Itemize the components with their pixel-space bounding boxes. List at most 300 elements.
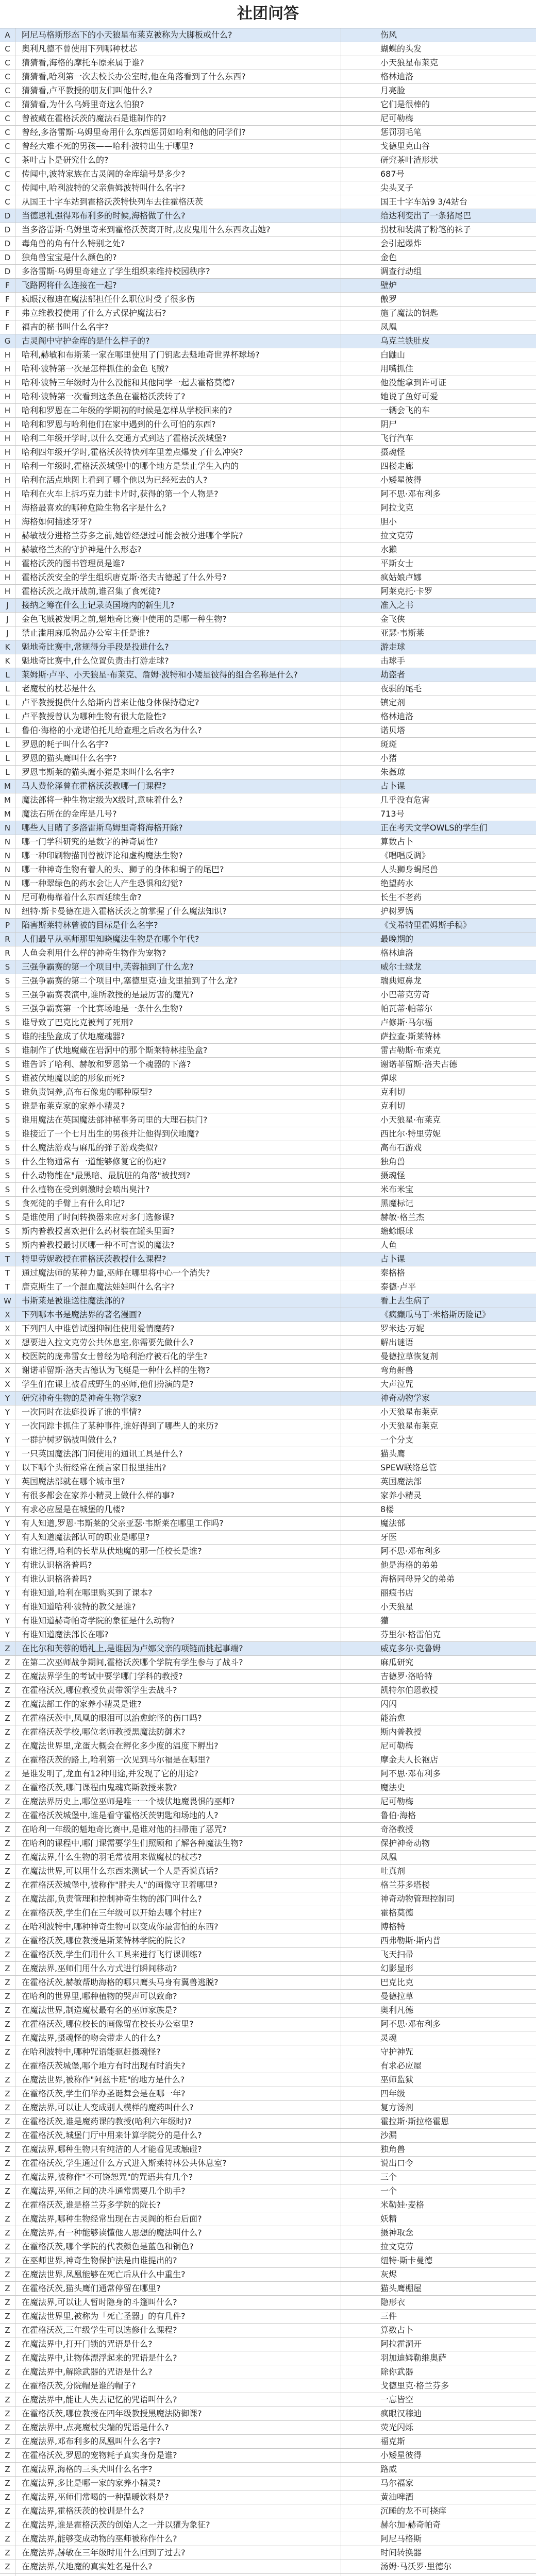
answer-cell: 帕瓦蒂·帕蒂尔 bbox=[380, 1004, 433, 1013]
question-cell: 魔法部将一种生物定级为X级时,意味着什么? bbox=[15, 793, 341, 807]
row-letter: X bbox=[0, 1350, 15, 1363]
row-letter: C bbox=[0, 126, 15, 139]
answer-cell: 摩金夫人长袍店 bbox=[380, 1755, 439, 1765]
question-cell: 在霍格沃茨,罗恩的宠物耗子真实身份是谁? bbox=[15, 2449, 341, 2462]
row-letter: Z bbox=[0, 1948, 15, 1961]
row-letter: R bbox=[0, 946, 15, 960]
question-cell: 阿尼马格斯形态下的小天狼星布莱克被称为大脚板或什么? bbox=[15, 28, 341, 42]
row-letter: H bbox=[0, 446, 15, 459]
row-letter: H bbox=[0, 376, 15, 389]
table-row bbox=[0, 613, 536, 626]
answer-cell: 施了魔法的钥匙 bbox=[380, 308, 439, 318]
table-row bbox=[0, 1433, 536, 1447]
answer-cell: 小天狼星·布莱克 bbox=[380, 1115, 441, 1125]
question-cell: 特里劳妮教授在霍格沃茨教授什么课程? bbox=[15, 1252, 341, 1266]
answer-cell: 沉睡的龙不可挠痒 bbox=[380, 2506, 447, 2516]
question-cell: 在哈利波特中,哪种神奇生物可以变成你最害怕的东西? bbox=[15, 1920, 341, 1934]
row-letter: H bbox=[0, 432, 15, 445]
question-cell: 赫敏格兰杰的守护神是什么形态? bbox=[15, 543, 341, 556]
question-cell: 英国魔法部就在哪个城市里? bbox=[15, 1475, 341, 1488]
answer-cell: 獾 bbox=[380, 1616, 389, 1625]
row-letter: S bbox=[0, 1016, 15, 1029]
question-cell: 在魔法界,谁是霍格沃茨的创始人之一并以獾为象征? bbox=[15, 2518, 341, 2532]
answer-cell: 看上去生病了 bbox=[380, 1296, 430, 1306]
table-row bbox=[0, 362, 536, 376]
question-cell: 韦斯莱是被谁送往魔法部的? bbox=[15, 1294, 341, 1308]
row-letter: H bbox=[0, 473, 15, 487]
row-letter: Z bbox=[0, 1920, 15, 1934]
answer-cell: 阿拉戈克 bbox=[380, 503, 414, 513]
question-cell: 人鱼会利用什么样的神奇生物作为宠物? bbox=[15, 946, 341, 960]
answer-cell: 罗米达·万妮 bbox=[380, 1324, 425, 1333]
row-letter: F bbox=[0, 307, 15, 320]
table-row bbox=[0, 1906, 536, 1920]
question-cell: 霍格沃茨之战开战前,谁召集了食死徒? bbox=[15, 585, 341, 598]
answer-cell: 西弗勒斯·斯内普 bbox=[380, 1936, 441, 1945]
row-letter: Z bbox=[0, 2393, 15, 2406]
row-letter: L bbox=[0, 766, 15, 779]
row-letter: N bbox=[0, 821, 15, 835]
table-row bbox=[0, 2449, 536, 2463]
question-cell: 猜猜看,哈利第一次去校长办公室时,他在角落看到了什么东西? bbox=[15, 70, 341, 83]
row-letter: Z bbox=[0, 2310, 15, 2323]
row-letter: T bbox=[0, 1280, 15, 1294]
row-letter: Z bbox=[0, 2073, 15, 2087]
table-row bbox=[0, 1266, 536, 1280]
table-row bbox=[0, 1308, 536, 1322]
row-letter: Z bbox=[0, 2059, 15, 2073]
question-cell: 有谁认识格洛普吗? bbox=[15, 1558, 341, 1572]
answer-cell: 牙医 bbox=[380, 1532, 397, 1542]
row-letter: S bbox=[0, 1239, 15, 1252]
question-cell: 弗立维教授使用了什么方式保护魔法石? bbox=[15, 307, 341, 320]
table-row bbox=[0, 126, 536, 140]
row-letter: Z bbox=[0, 1725, 15, 1739]
table-row bbox=[0, 293, 536, 307]
row-letter: N bbox=[0, 891, 15, 904]
row-letter: H bbox=[0, 557, 15, 570]
question-cell: 在魔法界,可以让人变成别人模样的魔药叫什么? bbox=[15, 2101, 341, 2114]
row-letter: Y bbox=[0, 1614, 15, 1628]
answer-cell: 蝴蝶的头发 bbox=[380, 44, 422, 54]
answer-cell: 灰烬 bbox=[380, 2269, 397, 2279]
question-cell: 在魔法界,摄魂怪的吻会带走人的什么? bbox=[15, 2031, 341, 2045]
table-row bbox=[0, 56, 536, 70]
question-cell: 在魔法界历史上,哪位巫师是唯一一个被伏地魔畏惧的巫师? bbox=[15, 1795, 341, 1808]
answer-cell: 最晚期的 bbox=[380, 934, 414, 944]
answer-cell: 三个 bbox=[380, 2172, 397, 2182]
question-cell: 在霍格沃茨城堡中,谁是看守霍格沃茨钥匙和场地的人? bbox=[15, 1809, 341, 1822]
answer-cell: 神奇动物学家 bbox=[380, 1393, 430, 1403]
row-letter: C bbox=[0, 167, 15, 181]
row-letter: F bbox=[0, 279, 15, 292]
table-row bbox=[0, 1614, 536, 1628]
question-cell: 谁负责饲养,高布石像鬼的哪种原型? bbox=[15, 1086, 341, 1099]
answer-cell: 一个 bbox=[380, 2186, 397, 2196]
question-cell: 在霍格沃茨学校,哪位老师教授黑魔法防御术? bbox=[15, 1725, 341, 1739]
question-cell: 在霍格沃茨城堡,哪个地方有时出现有时消失? bbox=[15, 2059, 341, 2073]
answer-cell: 魔法史 bbox=[380, 1783, 406, 1792]
table-row bbox=[0, 2379, 536, 2393]
table-row bbox=[0, 1239, 536, 1252]
row-letter: Y bbox=[0, 1419, 15, 1433]
answer-cell: 摄神取念 bbox=[380, 2228, 414, 2238]
row-letter: H bbox=[0, 362, 15, 376]
row-letter: C bbox=[0, 42, 15, 56]
question-cell: 以下哪个头衔经常在预言家日报里挂出? bbox=[15, 1461, 341, 1475]
table-row bbox=[0, 404, 536, 418]
answer-cell: 疯姑娘卢娜 bbox=[380, 572, 422, 582]
row-letter: X bbox=[0, 1322, 15, 1335]
table-row bbox=[0, 473, 536, 487]
row-letter: C bbox=[0, 195, 15, 209]
answer-cell: 瑞典短鼻龙 bbox=[380, 976, 422, 986]
table-row bbox=[0, 654, 536, 668]
row-letter: D bbox=[0, 237, 15, 250]
answer-cell: 英国魔法部 bbox=[380, 1477, 422, 1486]
table-row bbox=[0, 223, 536, 237]
answer-cell: 马尔福家 bbox=[380, 2478, 414, 2488]
question-cell: 有谁知道哈利·波特的教父是谁? bbox=[15, 1600, 341, 1614]
table-row bbox=[0, 585, 536, 599]
answer-cell: 白鼬山 bbox=[380, 350, 406, 360]
question-cell: 在魔法界,什么生物的羽毛常被用来做魔杖的杖芯? bbox=[15, 1851, 341, 1864]
row-letter: L bbox=[0, 710, 15, 723]
row-letter: Y bbox=[0, 1628, 15, 1641]
row-letter: Z bbox=[0, 2282, 15, 2295]
answer-cell: 一忘皆空 bbox=[380, 2395, 414, 2404]
table-row bbox=[0, 2171, 536, 2184]
question-cell: 福吉的秘书叫什么名字? bbox=[15, 320, 341, 334]
row-letter: Z bbox=[0, 1684, 15, 1697]
question-cell: 在霍格沃茨,学生们用什么工具来进行飞行课训练? bbox=[15, 1948, 341, 1961]
table-row bbox=[0, 1364, 536, 1378]
answer-cell: 平斯女士 bbox=[380, 558, 414, 568]
question-cell: 在霍格沃茨,赫敏帮助海格的哪只鹰头马身有翼兽逃脱? bbox=[15, 1976, 341, 1989]
answer-cell: 绝望药水 bbox=[380, 878, 414, 888]
table-row bbox=[0, 2282, 536, 2296]
answer-cell: 家养小精灵 bbox=[380, 1490, 422, 1500]
question-cell: 在魔法界,多比是哪一家的家养小精灵? bbox=[15, 2477, 341, 2490]
table-row bbox=[0, 2087, 536, 2101]
row-letter: D bbox=[0, 223, 15, 236]
answer-cell: 傲罗 bbox=[380, 294, 397, 304]
table-row bbox=[0, 1350, 536, 1364]
table-row bbox=[0, 2337, 536, 2351]
answer-cell: 复方汤剂 bbox=[380, 2103, 414, 2112]
answer-cell: 调查行动组 bbox=[380, 266, 422, 276]
row-letter: F bbox=[0, 293, 15, 306]
row-letter: Y bbox=[0, 1572, 15, 1586]
row-letter: S bbox=[0, 988, 15, 1002]
table-row bbox=[0, 376, 536, 390]
answer-cell: 西比尔·特里劳妮 bbox=[380, 1129, 441, 1139]
answer-cell: 小猪 bbox=[380, 753, 397, 763]
table-row bbox=[0, 2198, 536, 2212]
table-row bbox=[0, 1586, 536, 1600]
table-row bbox=[0, 766, 536, 779]
answer-cell: 卢修斯·马尔福 bbox=[380, 1018, 433, 1027]
answer-cell: 准入之书 bbox=[380, 600, 414, 610]
table-row bbox=[0, 1823, 536, 1837]
table-row bbox=[0, 696, 536, 710]
answer-cell: 尼可勒梅 bbox=[380, 113, 414, 123]
table-row bbox=[0, 543, 536, 557]
table-row bbox=[0, 1058, 536, 1072]
answer-cell: 游走球 bbox=[380, 642, 406, 652]
row-letter: C bbox=[0, 181, 15, 195]
question-cell: 罗恩的猫头鹰叫什么名字? bbox=[15, 752, 341, 765]
answer-cell: 独角兽 bbox=[380, 2144, 406, 2154]
question-cell: 接纳之筹在什么上记录英国境内的新生儿? bbox=[15, 599, 341, 612]
row-letter: S bbox=[0, 1169, 15, 1182]
table-row bbox=[0, 418, 536, 432]
table-row bbox=[0, 348, 536, 362]
row-letter: Z bbox=[0, 1962, 15, 1975]
question-cell: 在魔法界学生的考试中要学哪门学科的教授? bbox=[15, 1670, 341, 1683]
answer-cell: 解出谜语 bbox=[380, 1337, 414, 1347]
answer-cell: 戈德里克·格兰芬多 bbox=[380, 2381, 449, 2391]
row-letter: H bbox=[0, 348, 15, 362]
answer-cell: 时间转换器 bbox=[380, 2548, 422, 2557]
row-letter: J bbox=[0, 626, 15, 640]
row-letter: Z bbox=[0, 2532, 15, 2546]
question-cell: 哪一种神奇生物有着人的头、狮子的身体和蝎子的尾巴? bbox=[15, 863, 341, 876]
row-letter: X bbox=[0, 1308, 15, 1321]
row-letter: Z bbox=[0, 2240, 15, 2253]
table-row bbox=[0, 2560, 536, 2574]
row-letter: Z bbox=[0, 1698, 15, 1711]
table-row bbox=[0, 1670, 536, 1684]
answer-cell: 格林迪洛 bbox=[380, 948, 414, 958]
row-letter: Z bbox=[0, 2449, 15, 2462]
answer-cell: 博格特 bbox=[380, 1922, 406, 1931]
question-cell: 谁被伏地魔以蛇的形象而死? bbox=[15, 1072, 341, 1085]
table-row bbox=[0, 2101, 536, 2115]
row-letter: L bbox=[0, 724, 15, 737]
table-row bbox=[0, 891, 536, 905]
table-row bbox=[0, 1781, 536, 1795]
answer-cell: 说出口令 bbox=[380, 2158, 414, 2168]
question-cell: 从国王十字车站到霍格沃茨特快列车去往霍格沃茨 bbox=[15, 195, 341, 209]
question-cell: 曾经,多洛雷斯·乌姆里奇用什么东西惩罚如哈利和他的同学们? bbox=[15, 126, 341, 139]
question-cell: 在霍格沃茨,城堡门厅中用来计算学院分的是什么? bbox=[15, 2129, 341, 2142]
row-letter: S bbox=[0, 1197, 15, 1210]
table-row bbox=[0, 1656, 536, 1670]
question-cell: 三强争霸赛第一个比赛场地是一条什么生物? bbox=[15, 1002, 341, 1015]
answer-cell: 幻影显形 bbox=[380, 1963, 414, 1973]
table-row bbox=[0, 2143, 536, 2157]
question-cell: 海格如何描述牙牙? bbox=[15, 515, 341, 529]
answer-cell: 占卜课 bbox=[380, 1254, 406, 1264]
question-cell: 在哈利波特中,哪种咒语能驱赶摄魂怪? bbox=[15, 2045, 341, 2059]
table-row bbox=[0, 1892, 536, 1906]
answer-cell: 摄魂怪 bbox=[380, 1171, 406, 1180]
answer-cell: 正在考天文学OWLS的学生们 bbox=[380, 823, 488, 833]
question-cell: 在霍格沃茨,谁是格兰芬多学院的院长? bbox=[15, 2198, 341, 2212]
table-row bbox=[0, 1378, 536, 1392]
question-cell: 传闻中,哈利波特的父亲詹姆波特叫什么名字? bbox=[15, 181, 341, 195]
table-row bbox=[0, 1447, 536, 1461]
answer-cell: 研究茶叶渣形状 bbox=[380, 155, 439, 165]
table-row bbox=[0, 905, 536, 919]
row-letter: S bbox=[0, 1086, 15, 1099]
row-letter: Y bbox=[0, 1531, 15, 1544]
row-letter: S bbox=[0, 1183, 15, 1196]
question-cell: 什么植物在受到刺激时会喷出臭汁? bbox=[15, 1183, 341, 1196]
table-row bbox=[0, 1878, 536, 1892]
row-letter: X bbox=[0, 1336, 15, 1349]
question-cell: 魁地奇比赛中,什么位置负责击打游走球? bbox=[15, 654, 341, 668]
table-row bbox=[0, 1072, 536, 1086]
row-letter: Z bbox=[0, 2490, 15, 2504]
table-row bbox=[0, 2157, 536, 2171]
table-row bbox=[0, 2518, 536, 2532]
answer-cell: 摄魂怪 bbox=[380, 447, 406, 457]
row-letter: S bbox=[0, 960, 15, 974]
table-row bbox=[0, 1600, 536, 1614]
question-cell: 哪些人目睹了多洛雷斯乌姆里奇将海格开除? bbox=[15, 821, 341, 835]
question-cell: 哈利·波特第一次看到这条鱼在霍格沃茨转了? bbox=[15, 390, 341, 403]
row-letter: S bbox=[0, 1225, 15, 1238]
row-letter: H bbox=[0, 543, 15, 556]
answer-cell: 疯眼汉穆迪 bbox=[380, 2409, 422, 2418]
question-cell: 在魔法世界,被称作"阿兹卡班"的地方是什么? bbox=[15, 2073, 341, 2087]
row-letter: C bbox=[0, 84, 15, 97]
question-cell: 在霍格沃茨,谁是魔药课的教授(哈利六年级时)? bbox=[15, 2115, 341, 2128]
question-cell: 有谁知道赫奇帕奇学院的象征是什么动物? bbox=[15, 1614, 341, 1628]
question-cell: 在霍格沃茨,猫头鹰们通常停留在哪里? bbox=[15, 2282, 341, 2295]
table-row bbox=[0, 1002, 536, 1016]
answer-cell: 尼可勒梅 bbox=[380, 1797, 414, 1806]
answer-cell: 《唱唱反调》 bbox=[380, 851, 430, 860]
question-cell: 斯内普教授最讨厌哪一种不可言说的魔法? bbox=[15, 1239, 341, 1252]
row-letter: D bbox=[0, 265, 15, 278]
row-letter: Z bbox=[0, 2351, 15, 2365]
row-letter: Z bbox=[0, 2045, 15, 2059]
answer-cell: 米勒娃·麦格 bbox=[380, 2200, 425, 2210]
table-row bbox=[0, 1336, 536, 1350]
table-row bbox=[0, 2435, 536, 2449]
table-row bbox=[0, 2240, 536, 2254]
row-letter: Z bbox=[0, 2087, 15, 2100]
answer-cell: 人鱼 bbox=[380, 1240, 397, 1250]
answer-cell: 小天狼星 bbox=[380, 1602, 414, 1612]
table-row bbox=[0, 432, 536, 446]
table-row bbox=[0, 2490, 536, 2504]
row-letter: S bbox=[0, 1141, 15, 1155]
answer-cell: 飞天扫帚 bbox=[380, 1950, 414, 1959]
table-row bbox=[0, 2212, 536, 2226]
row-letter: Y bbox=[0, 1392, 15, 1405]
row-letter: H bbox=[0, 501, 15, 515]
row-letter: Z bbox=[0, 2129, 15, 2142]
question-cell: 哈利·波特三年级时为什么没能和其他同学一起去霍格莫德? bbox=[15, 376, 341, 389]
answer-cell: 妖精 bbox=[380, 2214, 397, 2224]
row-letter: Z bbox=[0, 2018, 15, 2031]
row-letter: Y bbox=[0, 1489, 15, 1502]
answer-cell: 乌克兰铁肚皮 bbox=[380, 336, 430, 346]
answer-cell: 护树罗锅 bbox=[380, 906, 414, 916]
row-letter: Y bbox=[0, 1461, 15, 1475]
table-row bbox=[0, 724, 536, 738]
question-cell: 在魔法界中,解除武器的咒语是什么? bbox=[15, 2365, 341, 2379]
table-row bbox=[0, 2546, 536, 2560]
answer-cell: 占卜课 bbox=[380, 781, 406, 791]
answer-cell: 8楼 bbox=[380, 1504, 394, 1514]
question-cell: 哈利和罗恩在二年级的学期初的时候是怎样从学校回来的? bbox=[15, 404, 341, 417]
question-cell: 茶叶占卜是研究什么的? bbox=[15, 154, 341, 167]
table-row bbox=[0, 1183, 536, 1197]
question-cell: 在魔法部工作的家养小精灵是谁? bbox=[15, 1698, 341, 1711]
table-row bbox=[0, 1711, 536, 1725]
question-cell: 在霍格沃茨的路上,哈利第一次见到马尔福是在哪里? bbox=[15, 1753, 341, 1767]
answer-cell: 它们是很棒的 bbox=[380, 99, 430, 109]
row-letter: Y bbox=[0, 1558, 15, 1572]
table-row bbox=[0, 1016, 536, 1030]
table-row bbox=[0, 1684, 536, 1698]
table-row bbox=[0, 251, 536, 265]
answer-cell: 秦格格 bbox=[380, 1268, 406, 1278]
row-letter: Z bbox=[0, 1851, 15, 1864]
row-letter: S bbox=[0, 1211, 15, 1224]
row-letter: N bbox=[0, 877, 15, 890]
row-letter: Y bbox=[0, 1600, 15, 1614]
question-cell: 在霍格沃茨,三年级学生可以选修什么课程? bbox=[15, 2324, 341, 2337]
row-letter: S bbox=[0, 1044, 15, 1057]
table-row bbox=[0, 1225, 536, 1239]
table-row bbox=[0, 1865, 536, 1878]
table-row bbox=[0, 877, 536, 891]
question-cell: 在霍格沃茨,分院帽是谁的帽子? bbox=[15, 2379, 341, 2393]
table-row bbox=[0, 515, 536, 529]
question-cell: 哈利一年级时,霍格沃茨城堡中的哪个地方是禁止学生入内的 bbox=[15, 460, 341, 473]
question-cell: 在霍格沃茨,学生们在三年级可以开始去哪个村庄? bbox=[15, 1906, 341, 1920]
row-letter: S bbox=[0, 1058, 15, 1071]
answer-cell: 吉德罗·洛哈特 bbox=[380, 1671, 433, 1681]
question-cell: 哪一种印刷物描刊曾被评论和虚构魔法生物? bbox=[15, 849, 341, 862]
question-cell: 谁的挂坠盒成了伏地魔魂器? bbox=[15, 1030, 341, 1043]
question-cell: 在霍格沃茨,哪位校长的画像留在校长办公室里? bbox=[15, 2018, 341, 2031]
question-cell: 有人知道魔法部认可的职业是哪里? bbox=[15, 1531, 341, 1544]
question-cell: 在魔法世界里,被称为「死亡圣器」的有几件? bbox=[15, 2310, 341, 2323]
answer-cell: 高布石游戏 bbox=[380, 1143, 422, 1153]
row-letter: S bbox=[0, 1030, 15, 1043]
question-cell: 哪一门学科研究的是数字的神奇属性? bbox=[15, 835, 341, 849]
answer-cell: 击球手 bbox=[380, 656, 406, 666]
question-cell: 疯眼汉穆迪在魔法部担任什么职位时受了很多伤 bbox=[15, 293, 341, 306]
question-cell: 在魔法界,能够变成动物的巫师被称作什么? bbox=[15, 2532, 341, 2546]
question-cell: 是谁发明了,龙血有12种用途,并发现了它的用途? bbox=[15, 1767, 341, 1781]
question-cell: 陷害斯莱特林曾被的目标是什么名字? bbox=[15, 919, 341, 932]
answer-cell: 威尔士绿龙 bbox=[380, 962, 422, 972]
question-cell: 研究神奇生物的是神奇生物学家? bbox=[15, 1392, 341, 1405]
answer-cell: 沙漏 bbox=[380, 2130, 397, 2140]
answer-cell: 鲁伯·海格 bbox=[380, 1810, 416, 1820]
row-letter bbox=[0, 2574, 15, 2576]
table-row bbox=[0, 752, 536, 766]
question-cell: 斯内普教授喜欢把什么药材装在罐头里面? bbox=[15, 1225, 341, 1238]
table-row bbox=[0, 1280, 536, 1294]
question-cell: 霍格沃茨安全的学生组织唐克斯·洛夫古德起了什么外号? bbox=[15, 571, 341, 584]
row-letter: H bbox=[0, 460, 15, 473]
question-cell: 在魔法界,被称作"不可饶恕咒"的咒语共有几个? bbox=[15, 2171, 341, 2184]
question-cell: 食死徒的手臂上有什么印记? bbox=[15, 1197, 341, 1210]
row-letter: Z bbox=[0, 2143, 15, 2156]
answer-cell: 戈德里克山谷 bbox=[380, 141, 430, 151]
answer-cell: 神奇动物管理控制司 bbox=[380, 1894, 455, 1904]
answer-cell: 人头狮身蝎尾兽 bbox=[380, 865, 439, 874]
